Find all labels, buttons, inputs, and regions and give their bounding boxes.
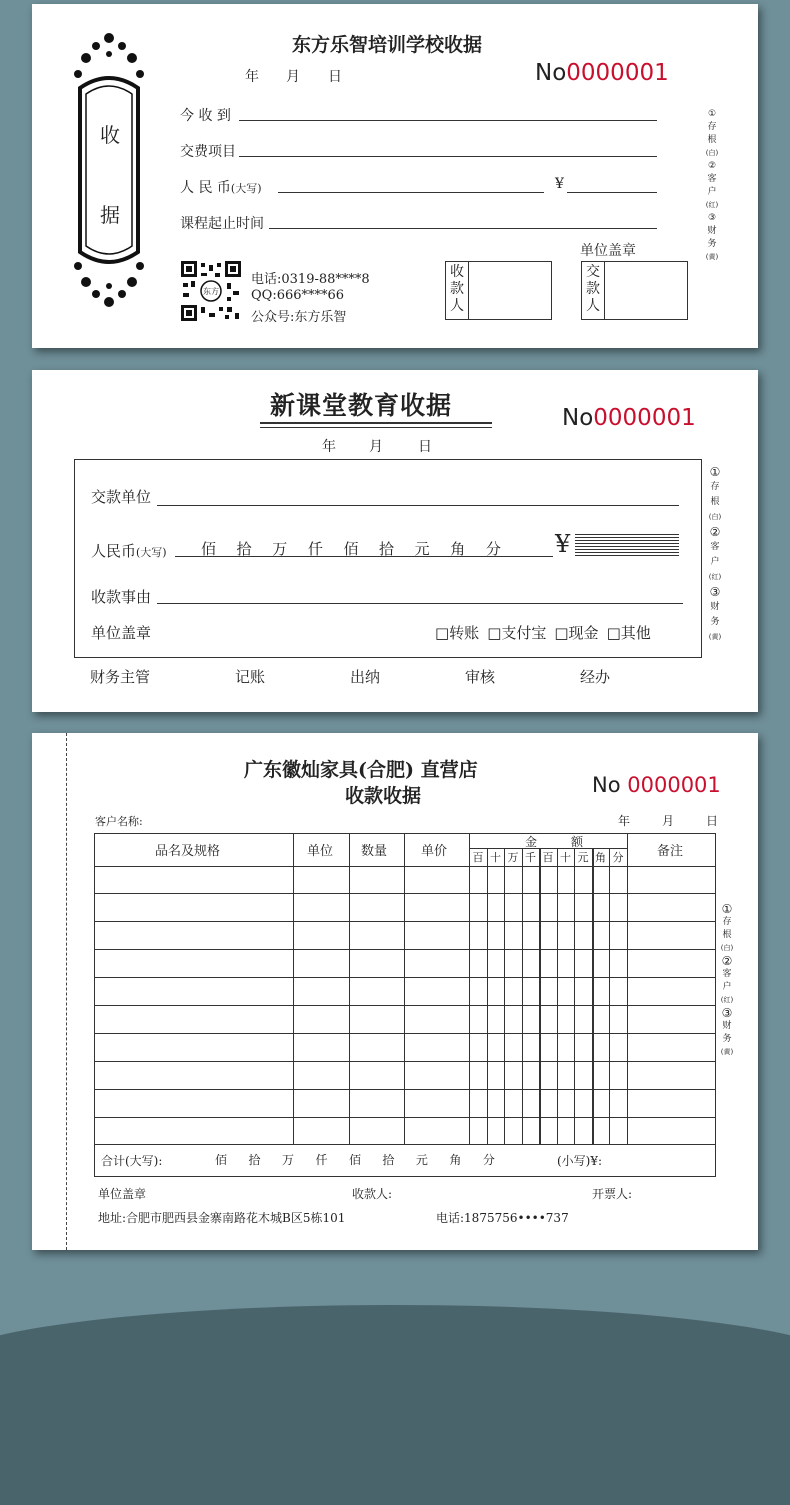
number-value: 0000001 bbox=[593, 405, 696, 431]
number-prefix: No bbox=[535, 60, 567, 86]
field-course-period: 课程起止时间 bbox=[180, 216, 264, 232]
header-price: 单价 bbox=[421, 844, 448, 859]
phone-text: 电话:1875756••••737 bbox=[436, 1211, 569, 1225]
payer-label: 交款人 bbox=[586, 264, 600, 314]
date-day: 日 bbox=[706, 814, 719, 828]
header-amount-1: 金 bbox=[525, 835, 538, 849]
payer-unit-label: 交款单位 bbox=[91, 488, 152, 506]
signature-cashier: 出纳 bbox=[349, 668, 380, 686]
signature-bookkeeping: 记账 bbox=[234, 668, 265, 686]
date-month: 月 bbox=[662, 814, 675, 828]
page-title: 东方乐智培训学校收据 bbox=[292, 34, 483, 56]
yen-sign: ¥ bbox=[555, 176, 564, 192]
payee-box bbox=[445, 261, 552, 320]
field-fee-item: 交费项目 bbox=[180, 144, 236, 160]
page-title: 广东徽灿家具(合肥) 直营店 bbox=[244, 759, 478, 781]
total-small-label: (小写)¥: bbox=[557, 1154, 603, 1168]
reason-label: 收款事由 bbox=[91, 588, 152, 606]
page-title: 新课堂教育收据 bbox=[270, 391, 453, 420]
payee-label: 收款人 bbox=[450, 264, 464, 314]
stamp-label: 单位盖章 bbox=[91, 624, 152, 642]
total-units: 佰 拾 万 仟 佰 拾 元 角 分 bbox=[215, 1153, 495, 1167]
contact-wechat: 公众号:东方乐智 bbox=[251, 310, 347, 325]
header-qty: 数量 bbox=[361, 844, 388, 859]
header-unit: 单位 bbox=[307, 844, 334, 859]
contact-phone: 电话:0319-88****8 bbox=[251, 272, 370, 287]
contact-qq: QQ:666****66 bbox=[251, 288, 345, 303]
field-rmb bbox=[180, 177, 262, 197]
signature-row bbox=[90, 666, 610, 687]
receipt-number bbox=[535, 60, 669, 86]
copy-distribution: ① 存 根 (白) ② 客 户 (红) ③ 财 务 (黄) bbox=[705, 109, 719, 261]
qr-code bbox=[181, 261, 241, 321]
receipt-card-3 bbox=[32, 733, 758, 1250]
field-received-from: 今 收 到 bbox=[180, 108, 231, 124]
receipt-body-frame bbox=[74, 459, 702, 658]
perforation-line bbox=[66, 733, 67, 1250]
stamp-label: 单位盖章 bbox=[580, 243, 636, 259]
yen-line bbox=[567, 192, 657, 193]
receipt-number bbox=[562, 405, 696, 431]
fee-item-line bbox=[239, 156, 657, 157]
copy-distribution: ① 存 根 (白) ② 客 户 (红) ③ 财 务 (黄) bbox=[708, 465, 722, 641]
stamp-label: 单位盖章 bbox=[98, 1187, 147, 1201]
vertical-label-top: 收 bbox=[100, 123, 120, 147]
total-label: 合计(大写): bbox=[101, 1154, 163, 1168]
rmb-label: 人民币(大写) bbox=[91, 542, 167, 560]
date-month: 月 bbox=[286, 69, 300, 85]
ornamental-frame bbox=[66, 28, 152, 312]
title-underline-2 bbox=[260, 427, 492, 428]
payee-label: 收款人: bbox=[352, 1187, 393, 1201]
course-period-line bbox=[269, 228, 657, 229]
qr-center-text: 东方 bbox=[203, 287, 219, 296]
background-wave bbox=[0, 1305, 790, 1505]
date-year: 年 bbox=[322, 439, 336, 455]
header-amount-2: 额 bbox=[571, 835, 584, 849]
date-year: 年 bbox=[245, 69, 259, 85]
rmb-units: 佰 拾 万 仟 佰 拾 元 角 分 bbox=[201, 540, 501, 558]
method-alipay[interactable]: □支付宝 bbox=[487, 624, 547, 642]
signature-finance-head: 财务主管 bbox=[90, 668, 151, 686]
receipt-card-1 bbox=[32, 4, 758, 348]
method-cash[interactable]: □现金 bbox=[554, 624, 599, 642]
payer-unit-line bbox=[157, 505, 679, 506]
number-prefix: No bbox=[562, 405, 594, 431]
receipt-number bbox=[592, 773, 721, 797]
date-month: 月 bbox=[369, 439, 383, 455]
rmb-note: (大写) bbox=[230, 182, 262, 195]
method-transfer[interactable]: □转账 bbox=[435, 624, 480, 642]
rmb-line bbox=[175, 556, 553, 557]
address-text: 地址:合肥市肥西县金寨南路花木城B区5栋101 bbox=[98, 1211, 346, 1225]
customer-label: 客户名称: bbox=[95, 815, 143, 828]
yen-sign: ¥ bbox=[555, 530, 571, 558]
issuer-label: 开票人: bbox=[592, 1187, 633, 1201]
received-from-line bbox=[239, 120, 657, 121]
ornament-icon bbox=[66, 28, 152, 312]
vertical-label-bottom: 据 bbox=[100, 203, 120, 227]
table-rows bbox=[95, 866, 715, 1144]
receipt-card-2 bbox=[32, 370, 758, 712]
payment-methods bbox=[435, 622, 651, 643]
method-other[interactable]: □其他 bbox=[606, 624, 651, 642]
number-value: 0000001 bbox=[627, 773, 721, 797]
yen-hatch bbox=[575, 534, 679, 558]
title-underline bbox=[260, 422, 492, 424]
rmb-line bbox=[278, 192, 544, 193]
signature-handler: 经办 bbox=[579, 668, 610, 686]
payer-box bbox=[581, 261, 688, 320]
copy-distribution: ① 存 根 (白) ② 客 户 (红) ③ 财 务 (黄) bbox=[720, 902, 734, 1056]
items-table bbox=[94, 833, 716, 1177]
date-day: 日 bbox=[328, 69, 342, 85]
reason-line bbox=[157, 603, 683, 604]
signature-review: 审核 bbox=[464, 668, 495, 686]
header-item: 品名及规格 bbox=[155, 844, 221, 859]
date-year: 年 bbox=[618, 814, 631, 828]
page-subtitle: 收款收据 bbox=[345, 785, 422, 807]
number-prefix: No bbox=[592, 773, 621, 797]
date-day: 日 bbox=[418, 439, 432, 455]
header-note: 备注 bbox=[657, 844, 684, 859]
rmb-label: 人 民 币 bbox=[180, 180, 231, 196]
number-value: 0000001 bbox=[566, 60, 669, 86]
amount-digit-headers: 百 十 万 千 百 十 元 角 分 bbox=[472, 851, 624, 864]
